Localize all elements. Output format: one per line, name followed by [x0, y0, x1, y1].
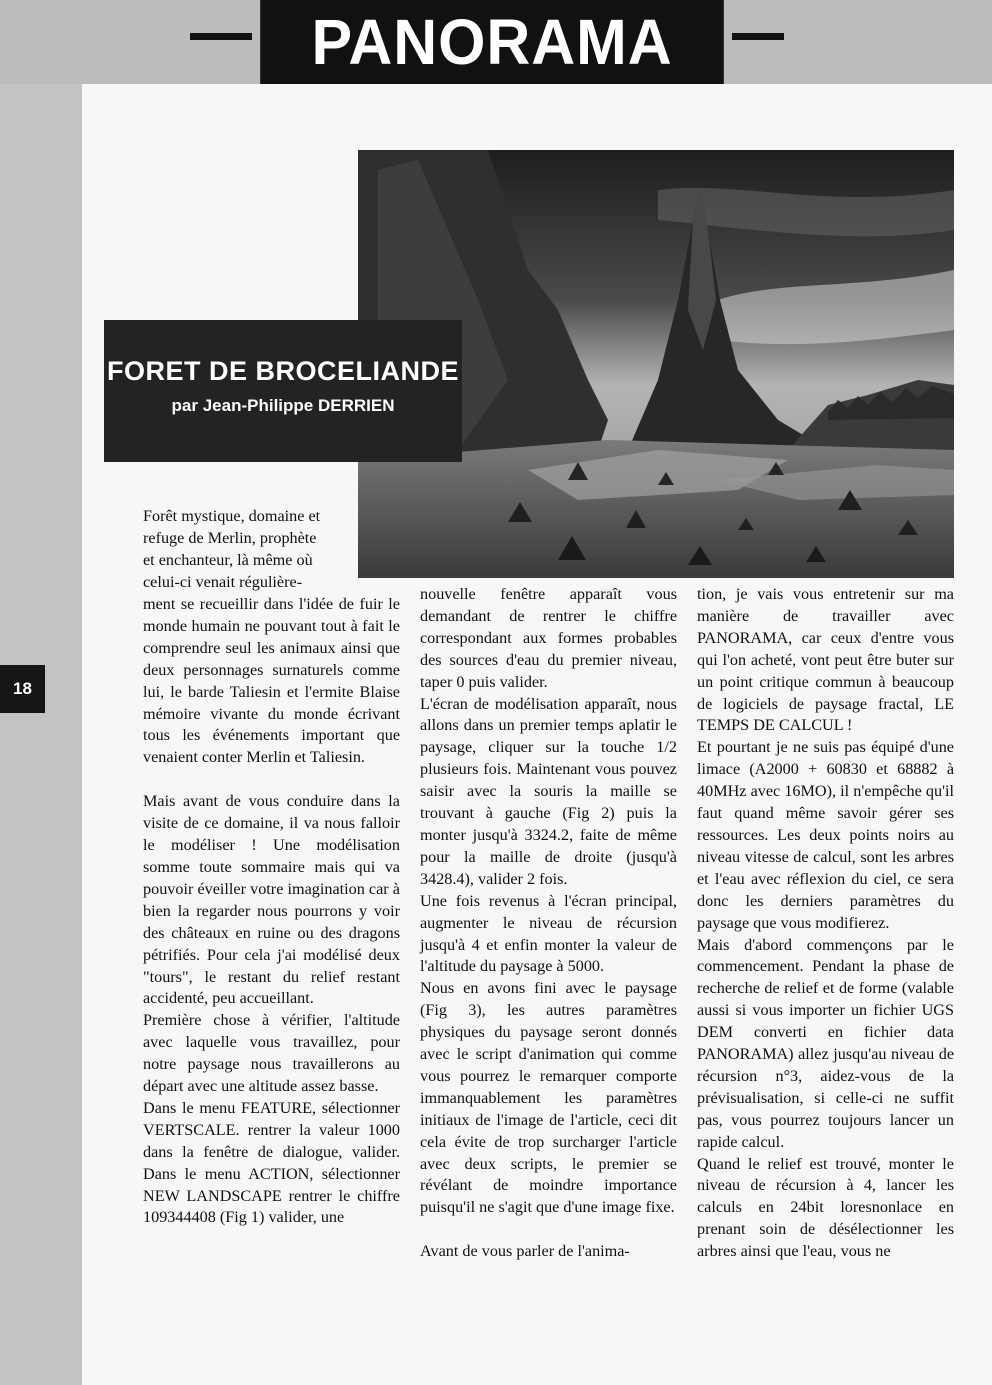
paragraph: tion, je vais vous entretenir sur ma manière de travailler avec PANORAMA, car ceux d'entre vous qui l'on acheté, vont peut être buter sur un point critique commun à beaucoup de logiciels de paysage fractal, LE TEMPS DE CALCUL ! [697, 585, 954, 735]
paragraph: ment se recueillir dans l'idée de fuir le monde humain ne pouvant tout à fait le comprendre seul les animaux ainsi que deux personnages surnaturels comme lui, le barde Taliesin et l'ermite Blaise mémoire vivante du monde écrivant tous les événements important que venaient conter Merlin et Taliesin. [143, 595, 400, 767]
header-rule-right [732, 33, 784, 40]
paragraph: Dans le menu FEATURE, sélectionner VERTSCALE. rentrer la valeur 1000 dans la fenêtre de dialogue, valider. Dans le menu ACTION, sélectionner NEW LANDSCAPE rentrer le chiffre 109344408 (Fig 1) valider, une [143, 1098, 400, 1227]
intro-line: et enchanteur, là même où [143, 550, 313, 569]
paragraph: Mais d'abord commençons par le commencement. Pendant la phase de recherche de relief et de forme (valable aussi si vous importer un fichier UGS DEM converti en fichier data PANORAMA) allez jusqu'au niveau de récursion n°3, aidez-vous de la prévisualisation, si celle-ci ne suffit pas, vous pourrez toujours lancer un rapide calcul. [697, 935, 954, 1151]
paragraph: Mais avant de vous conduire dans la visite de ce domaine, il va nous falloir le modéliser ! Une modélisation somme toute sommaire mais qui va pouvoir éveiller votre imagination car à bien la regarder nous pourrons y voir des châteaux en ruine ou des dragons pétrifiés. Pour cela j'ai modélisé deux "tours", le restant du relief restant accidenté, peu accueillant. [143, 792, 400, 1008]
paragraph: nouvelle fenêtre apparaît vous demandant de rentrer le chiffre correspondant aux formes probables des sources d'eau du premier niveau, taper 0 puis valider. [420, 585, 677, 691]
paragraph: Nous en avons fini avec le paysage (Fig 3), les autres paramètres physiques du paysage seront donnés avec le script d'animation qui comme vous pourrez le remarquer comporte immanquablement les paramètres initiaux de l'image de l'article, ceci dit cela évite de trop surcharger l'article avec deux scripts, le premier se révélant de moindre importance puisqu'il ne s'agit que d'une image fixe. [420, 979, 677, 1217]
column-2 [420, 584, 677, 1263]
intro-line: Forêt mystique, domaine et [143, 507, 321, 525]
paragraph: Quand le relief est trouvé, monter le niveau de récursion à 4, lancer les calculs en 24bit loresnonlace en prenant soin de désélectionner les arbres ainsi que l'eau, vous ne [697, 1154, 954, 1261]
intro-line: refuge de Merlin, prophète [143, 528, 317, 547]
paragraph: Une fois revenus à l'écran principal, augmenter le niveau de récursion jusqu'à 4 et enfin monter la valeur de l'altitude du paysage à 5000. [420, 891, 677, 976]
column-3 [697, 584, 954, 1263]
paragraph: Et pourtant je ne suis pas équipé d'une limace (A2000 + 60830 et 68882 à 40MHz avec 16MO), il n'empêche qu'il faut quand même savoir gérer ses ressources. Les deux points noirs au niveau vitesse de calcul, sont les arbres et l'eau avec réflexion du ciel, ce sera donc les derniers paramètres du paysage que vous modifierez. [697, 738, 954, 932]
article-title: FORET DE BROCELIANDE [106, 356, 459, 386]
article-byline: par Jean-Philippe DERRIEN [171, 396, 395, 415]
column-1 [143, 594, 400, 1229]
left-margin-band [0, 84, 82, 1385]
intro-line: celui-ci venait régulière- [143, 572, 303, 591]
paragraph: Première chose à vérifier, l'altitude avec laquelle vous travaillez, pour notre paysage nous travaillerons au départ avec une altitude assez basse. [143, 1011, 400, 1096]
paragraph: Avant de vous parler de l'anima- [420, 1242, 630, 1261]
article-title-block [104, 320, 462, 462]
column-1-intro [143, 506, 352, 594]
magazine-section-title: PANORAMA [260, 0, 724, 84]
paragraph: L'écran de modélisation apparaît, nous allons dans un premier temps aplatir le paysage, cliquer sur la touche 1/2 plusieurs fois. Maintenant vous pouvez saisir avec la souris la maille se trouvant à gauche (Fig 2) puis la monter jusqu'à 3324.2, faite de même pour la maille de droite (jusqu'à 3428.4), valider 2 fois. [420, 694, 677, 888]
page-number: 18 [0, 665, 45, 713]
header-rule-left [190, 33, 252, 40]
